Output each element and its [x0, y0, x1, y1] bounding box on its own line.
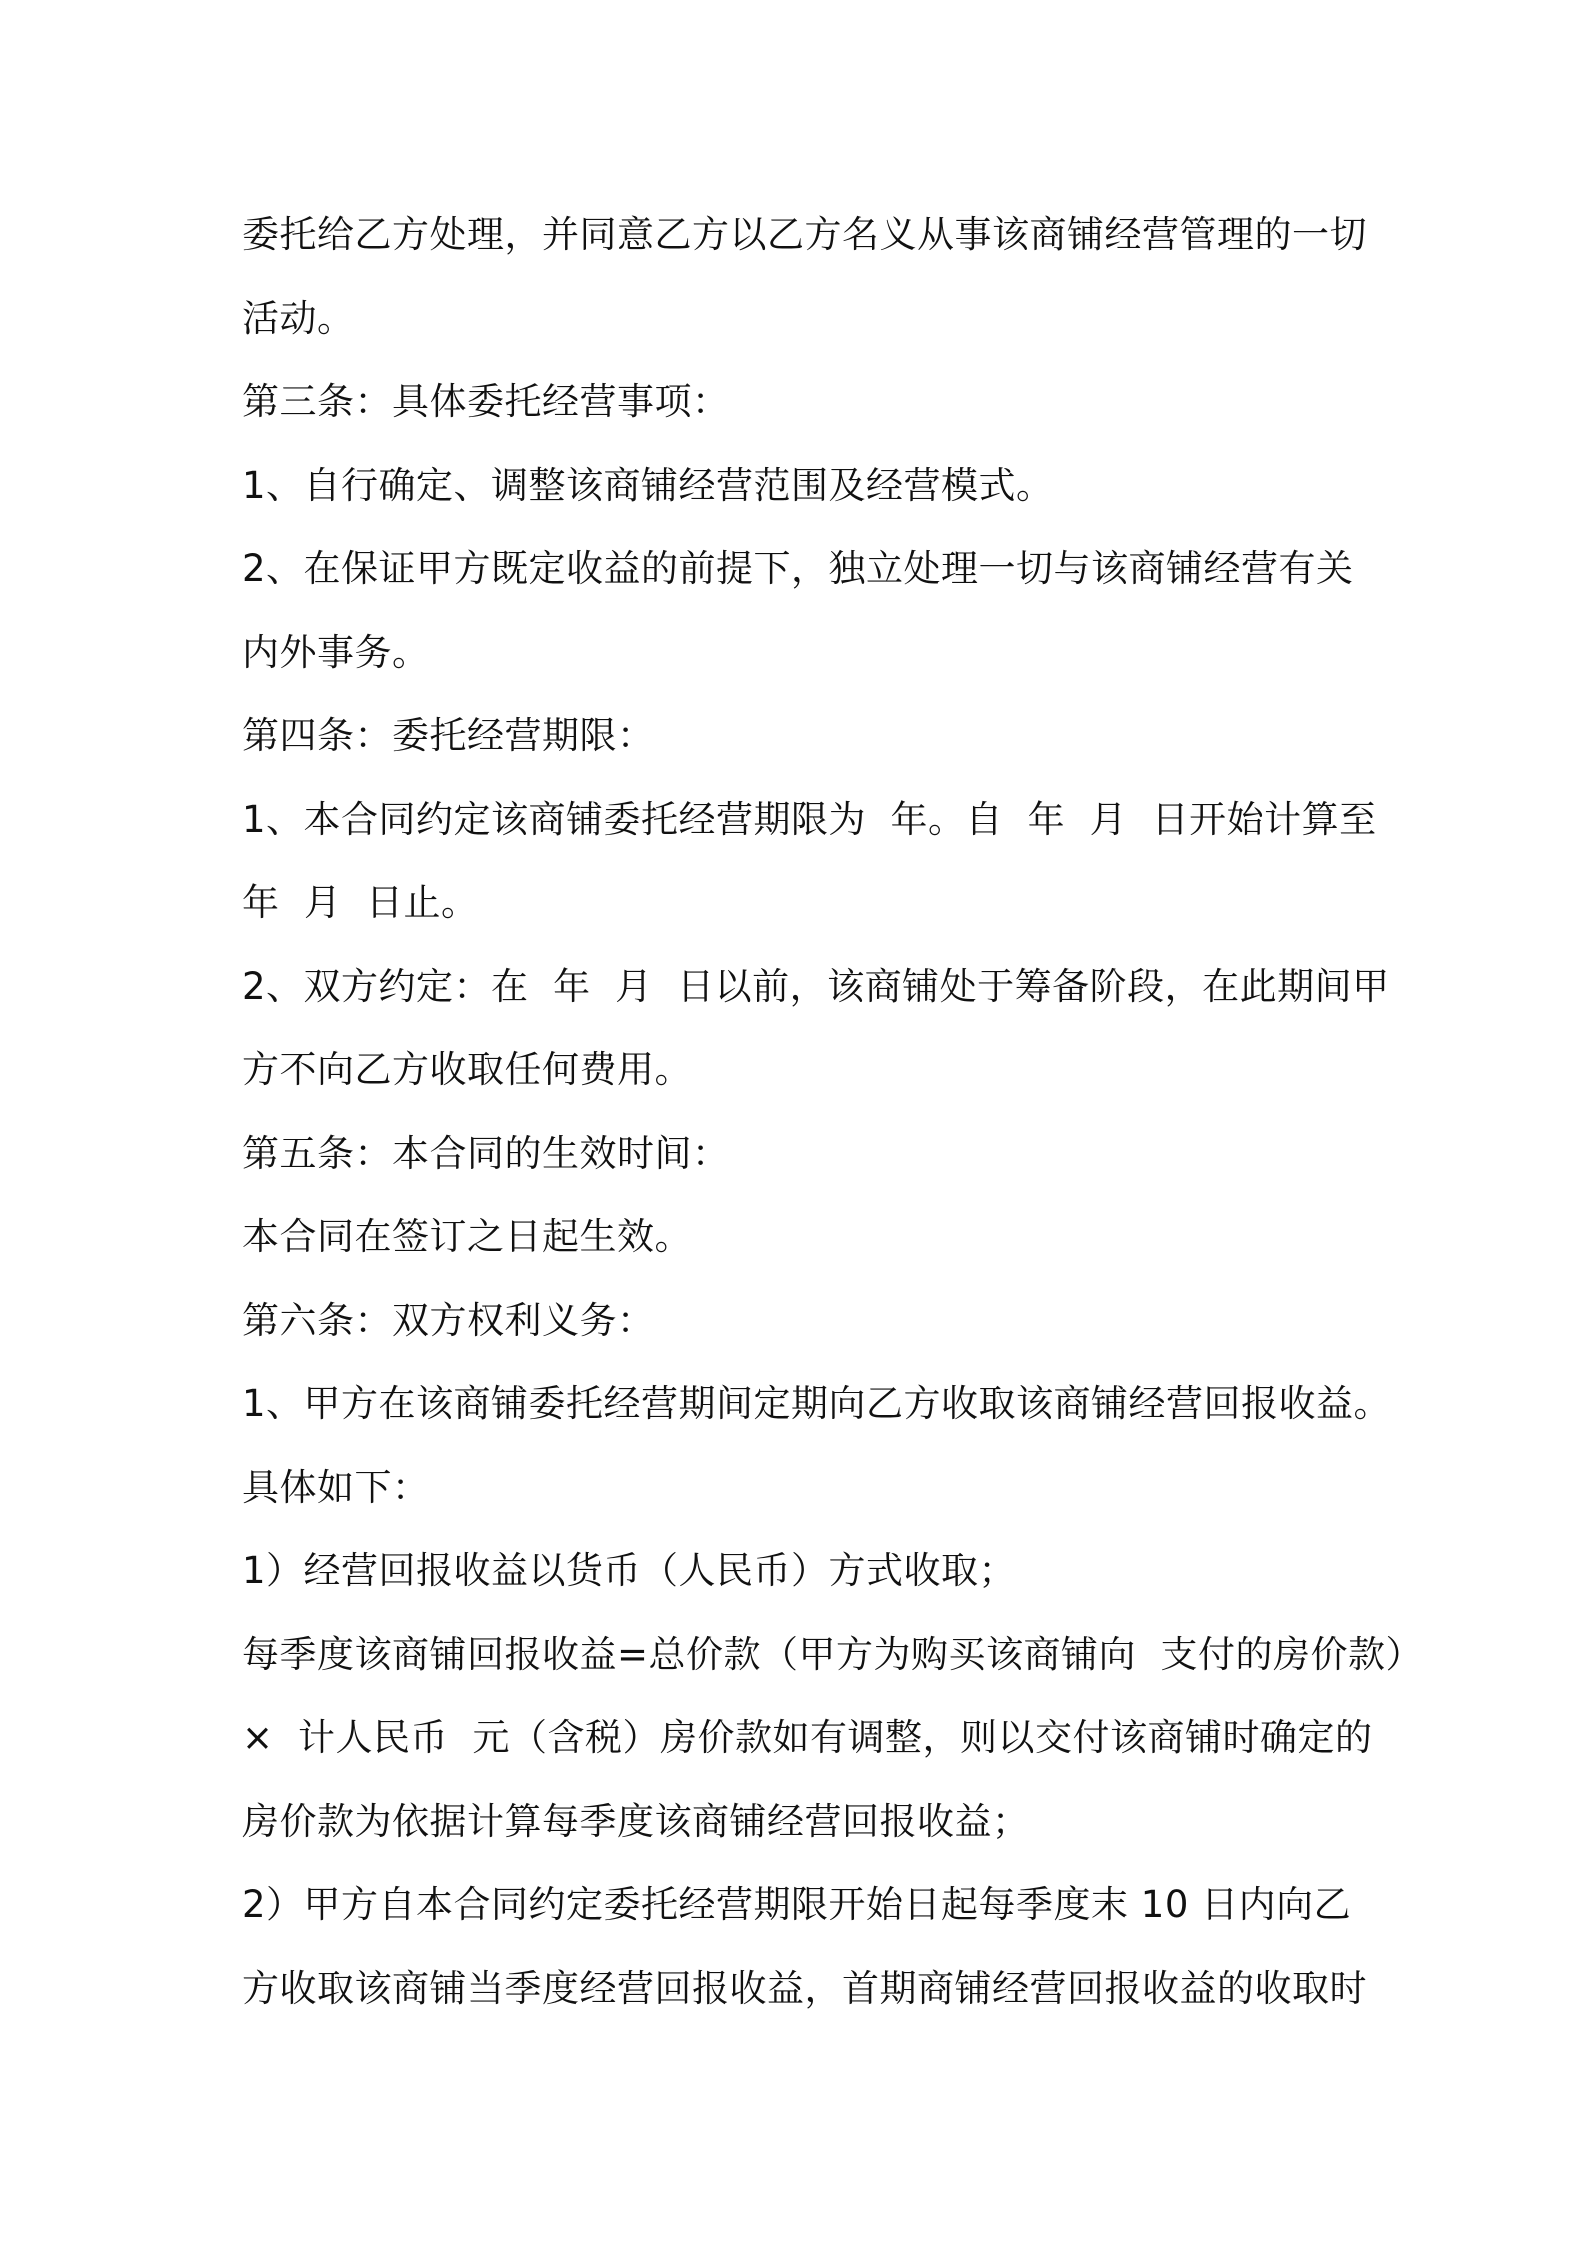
text-line: 2、在保证甲方既定收益的前提下，独立处理一切与该商铺经营有关: [242, 547, 1354, 590]
text-line: 1）经营回报收益以货币（人民币）方式收取；: [242, 1549, 1017, 1592]
article-5-heading: 第五条：本合同的生效时间：: [242, 1131, 730, 1175]
text-line: 具体如下：: [242, 1465, 430, 1509]
article-3-heading: 第三条：具体委托经营事项：: [242, 380, 730, 423]
text-line: 1、本合同约定该商铺委托经营期限为 年。自 年 月 日开始计算至: [242, 797, 1377, 841]
text-line: 活动。: [242, 296, 355, 340]
text-line: 2、双方约定：在 年 月 日以前，该商铺处于筹备阶段，在此期间甲: [242, 964, 1390, 1008]
article-4-heading: 第四条：委托经营期限：: [242, 714, 655, 757]
text-line: 2）甲方自本合同约定委托经营期限开始日起每季度末 10 日内向乙: [242, 1883, 1352, 1926]
text-line: 方收取该商铺当季度经营回报收益，首期商铺经营回报收益的收取时: [242, 1966, 1367, 2010]
text-line: 1、自行确定、调整该商铺经营范围及经营模式。: [242, 463, 1054, 507]
text-line: 委托给乙方处理，并同意乙方以乙方名义从事该商铺经营管理的一切: [242, 213, 1367, 256]
text-line: 每季度该商铺回报收益=总价款（甲方为购买该商铺向 支付的房价款）: [242, 1632, 1424, 1676]
article-6-heading: 第六条：双方权利义务：: [242, 1298, 655, 1342]
text-line: 房价款为依据计算每季度该商铺经营回报收益；: [242, 1799, 1030, 1843]
text-line: 1、甲方在该商铺委托经营期间定期向乙方收取该商铺经营回报收益。: [242, 1382, 1392, 1425]
text-line: 年 月 日止。: [242, 881, 479, 924]
text-line: 内外事务。: [242, 630, 430, 674]
document-body: [242, 193, 1424, 2030]
text-line: 本合同在签订之日起生效。: [242, 1215, 692, 1258]
text-line: 方不向乙方收取任何费用。: [242, 1048, 692, 1091]
text-line: × 计人民币 元（含税）房价款如有调整，则以交付该商铺时确定的: [242, 1716, 1373, 1759]
